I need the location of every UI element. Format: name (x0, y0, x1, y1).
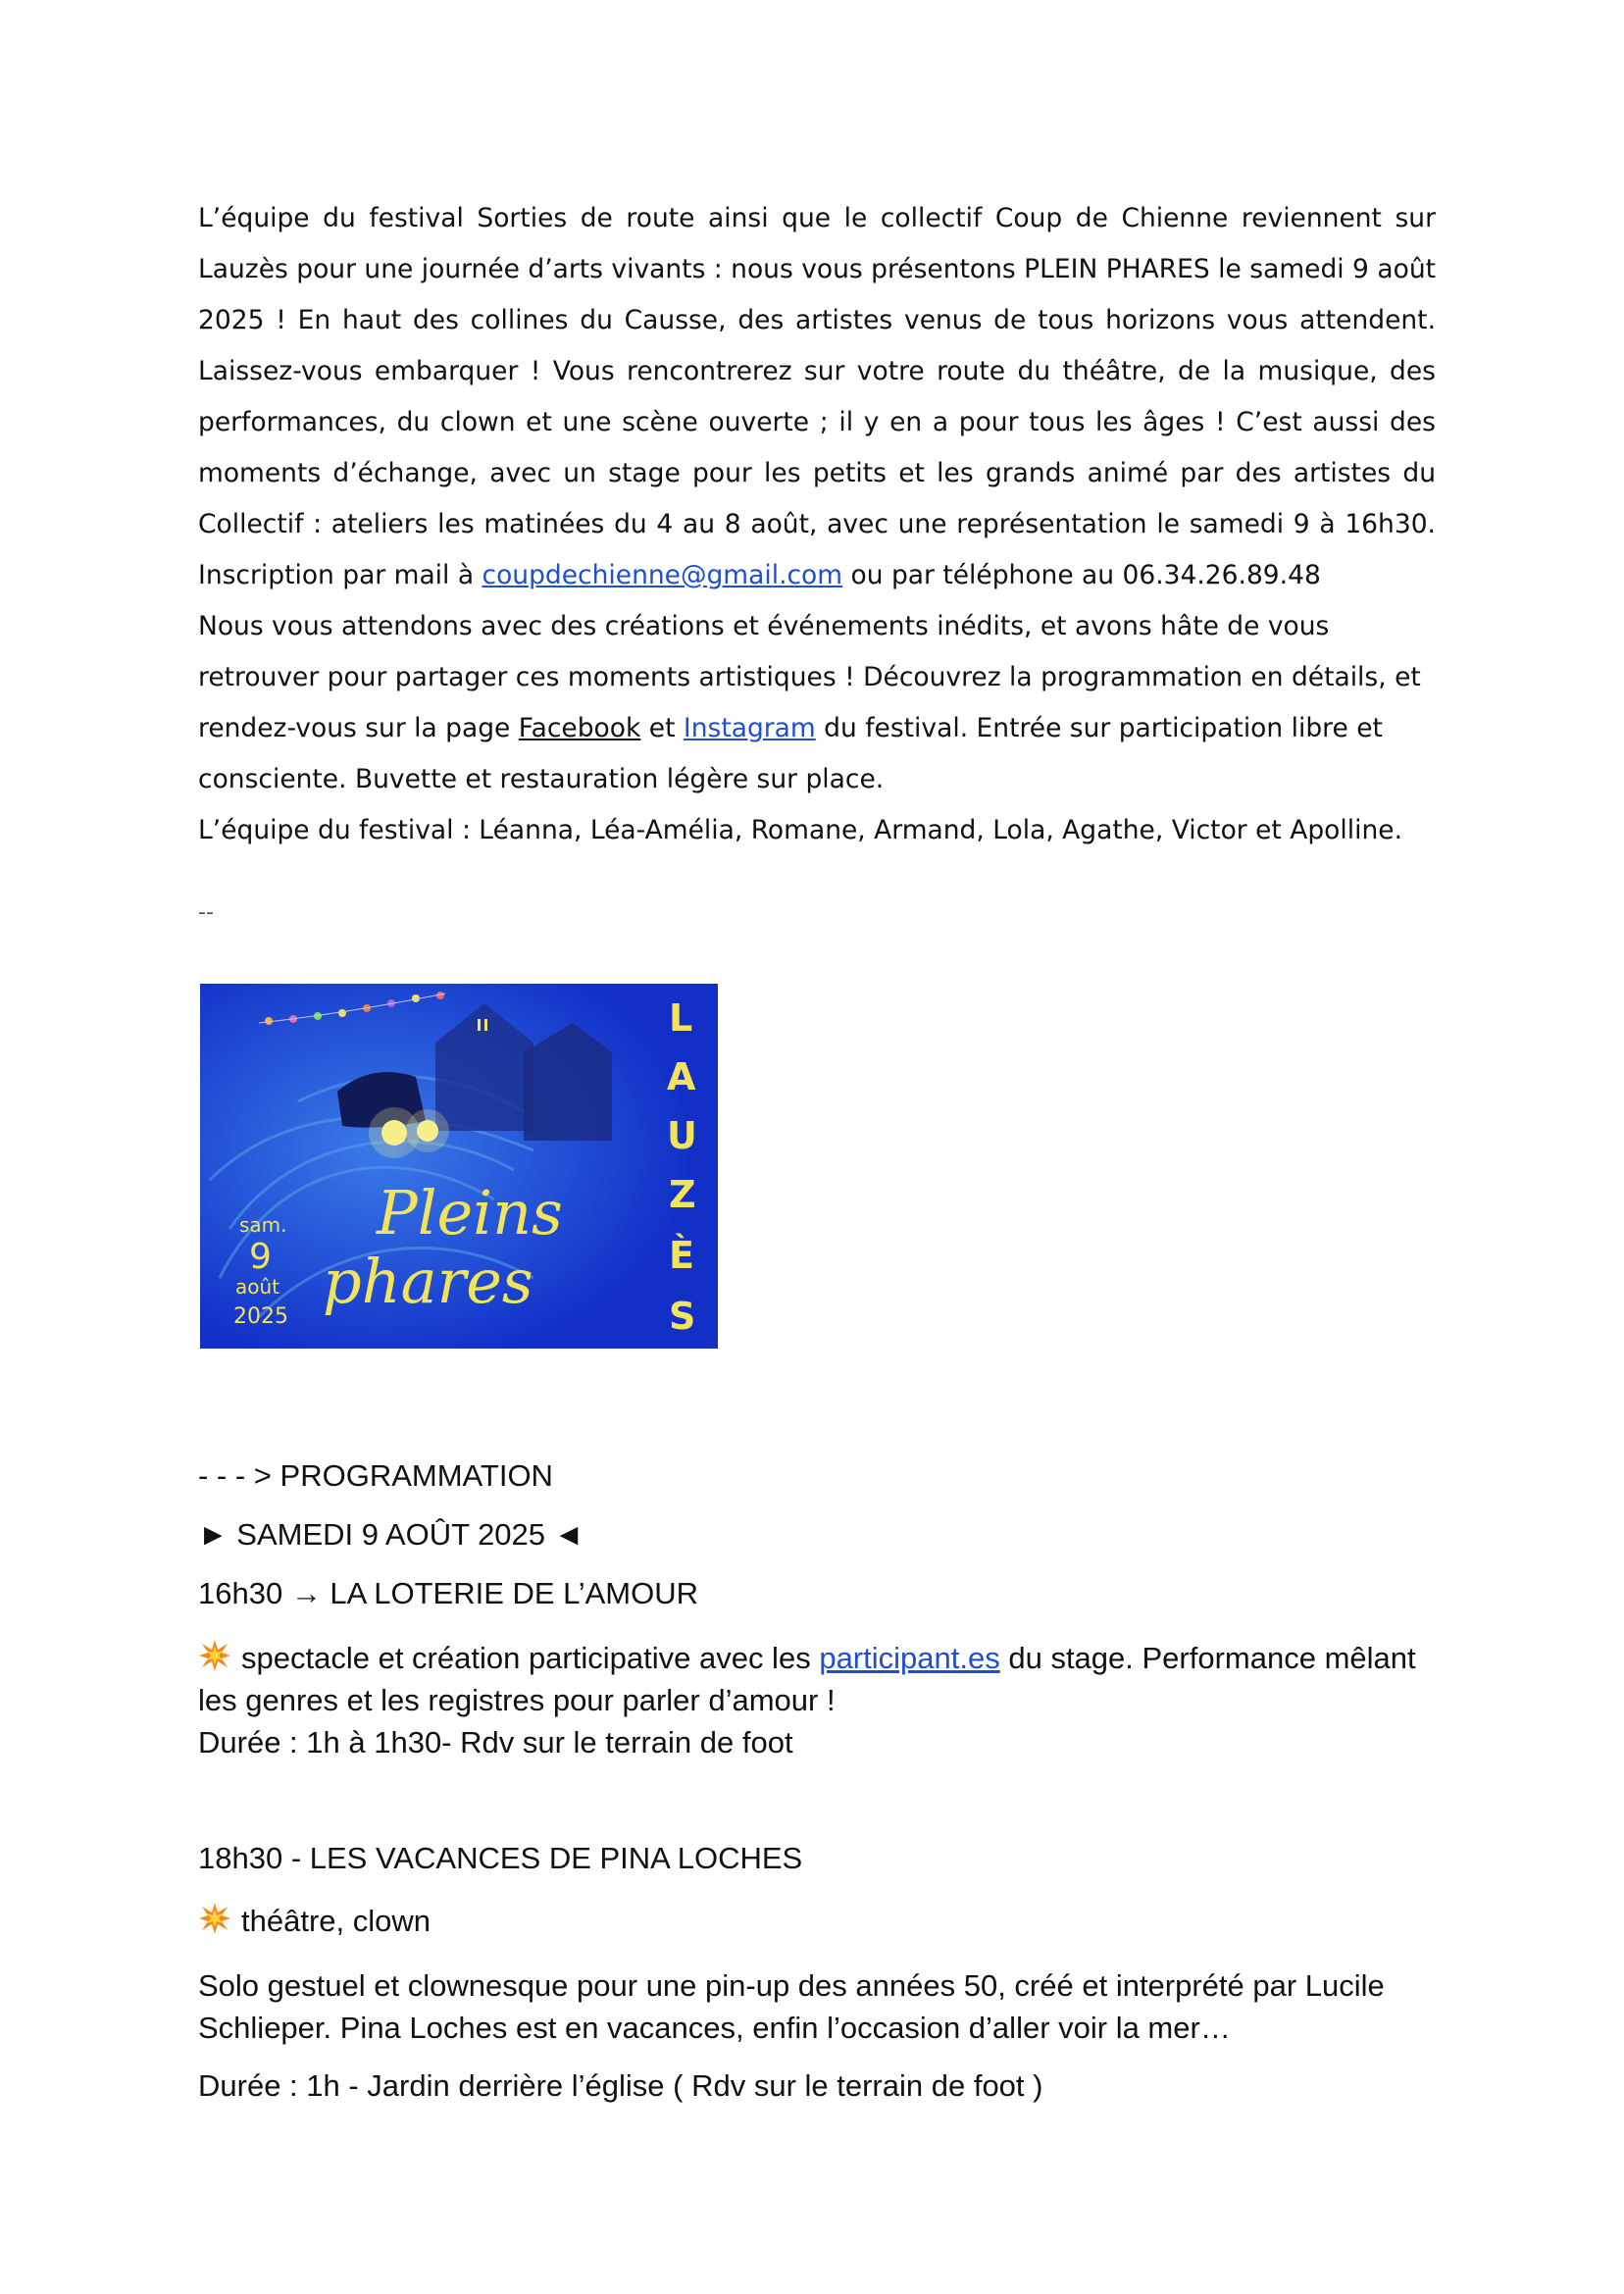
poster-date-day: 9 (249, 1237, 272, 1277)
event2-genre (198, 1902, 1434, 1939)
intro-text-part: et (648, 713, 676, 743)
team-line: L’équipe du festival : Léanna, Léa-Amélia, Romane, Armand, Lola, Agathe, Victor et Apolline. (198, 815, 1402, 845)
event1-duration: Durée : 1h à 1h30- Rdv sur le terrain de foot (198, 1725, 793, 1759)
poster-title-2: phares (323, 1246, 533, 1317)
poster-letter: Z (669, 1173, 696, 1216)
event1-desc-text: spectacle et création participative avec les (241, 1641, 811, 1675)
poster-date-year: 2025 (233, 1304, 288, 1329)
email-link[interactable]: coupdechienne@gmail.com (482, 560, 843, 590)
participants-link[interactable]: participant.es (819, 1641, 1000, 1675)
intro-paragraph-2 (198, 601, 1436, 805)
program-heading: - - - > PROGRAMMATION (198, 1458, 553, 1493)
poster-date-label: sam. (239, 1213, 287, 1237)
event2-genre-text: théâtre, clown (241, 1904, 431, 1938)
poster-letter: A (667, 1055, 696, 1098)
poster-date-month: août (235, 1275, 280, 1299)
poster-letter: U (667, 1114, 697, 1157)
event1-description (198, 1637, 1434, 1721)
poster-letter: L (669, 996, 693, 1040)
intro-text-part: du festival. Entrée sur participation libre et consciente. Buvette et restauration légère sur place. (198, 713, 1383, 794)
event2-duration: Durée : 1h - Jardin derrière l’église ( Rdv sur le terrain de foot ) (198, 2068, 1043, 2103)
poster-letter: S (669, 1295, 696, 1338)
poster-letter: È (669, 1234, 694, 1277)
intro-phone-text: ou par téléphone au 06.34.26.89.48 (850, 560, 1321, 590)
event1-desc-text: du stage. Performance mêlant les genres et les registres pour parler d’amour ! (198, 1641, 1416, 1717)
intro-text (198, 193, 1436, 856)
intro-paragraph-1 (198, 193, 1436, 601)
poster-title-1: Pleins (377, 1177, 563, 1249)
facebook-link[interactable]: Facebook (518, 713, 641, 743)
event2-description: Solo gestuel et clownesque pour une pin-up des années 50, créé et interprété par Lucile Schlieper. Pina Loches est en vacances, enfin l’occasion d’aller voir la mer… (198, 1968, 1385, 2045)
event2-title: 18h30 - LES VACANCES DE PINA LOCHES (198, 1841, 803, 1875)
festival-poster (200, 984, 718, 1349)
event1-title: 16h30 → LA LOTERIE DE L’AMOUR (198, 1576, 698, 1610)
poster-illustration (200, 984, 718, 1349)
program-date-line: ► SAMEDI 9 AOÛT 2025 ◄ (198, 1517, 584, 1552)
burst-icon (198, 1902, 231, 1935)
event1-block (198, 1637, 1434, 1763)
burst-icon (198, 1639, 231, 1672)
intro-text-part: L’équipe du festival Sorties de route ainsi que le collectif Coup de Chienne reviennent sur Lauzès pour une journée d’arts vivants : nous vous présentons PLEIN PHARES le samedi 9 août 2025 ! En haut des collines du Causse, des artistes venus de tous horizons vous attendent. Laissez-vous embarquer ! Vous rencontrerez sur votre route du théâtre, de la musique, des performances, du clown et une scène ouverte ; il y en a pour tous les âges ! C’est aussi des moments d’échange, avec un stage pour les petits et les grands animé par des artistes du Collectif : ateliers les matinées du 4 au 8 août, avec une représentation le samedi 9 à 16h30. Inscription par mail à (198, 203, 1436, 590)
intro-text-part: Nous vous attendons avec des créations et événements inédits, et avons hâte de vous retrouver pour partager ces moments artistiques ! Découvrez la programmation en détails, et rendez-vous sur la page (198, 611, 1421, 743)
instagram-link[interactable]: Instagram (683, 713, 816, 743)
separator: -- (198, 900, 214, 925)
